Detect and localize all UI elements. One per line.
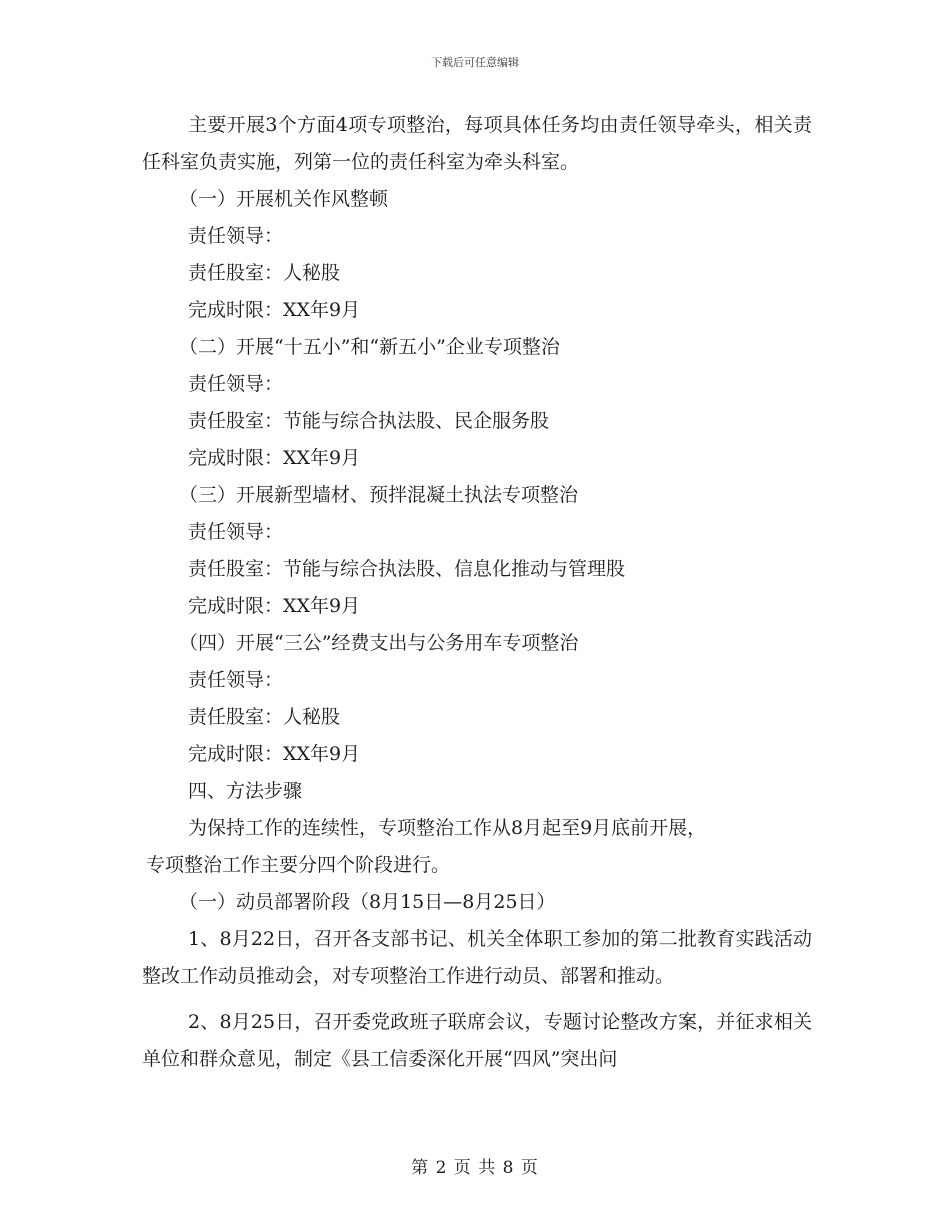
paragraph-gap xyxy=(142,995,812,1004)
responsible-leader: 责任领导： xyxy=(188,669,284,691)
section-3 xyxy=(142,477,812,625)
responsible-office: 责任股室：人秘股 xyxy=(188,706,341,728)
section-title: （二）开展“十五小”和“新五小”企业专项整治 xyxy=(179,336,560,358)
deadline: 完成时限：XX年9月 xyxy=(188,447,361,469)
section-4 xyxy=(142,625,812,773)
section-title: （三）开展新型墙材、预拌混凝土执法专项整治 xyxy=(179,484,579,506)
responsible-office: 责任股室：节能与综合执法股、信息化推动与管理股 xyxy=(188,558,626,580)
responsible-leader: 责任领导： xyxy=(188,521,284,543)
deadline: 完成时限：XX年9月 xyxy=(188,299,361,321)
responsible-office: 责任股室：节能与综合执法股、民企服务股 xyxy=(188,410,550,432)
page-header: 下载后可任意编辑 xyxy=(431,56,519,69)
page-number: 第 2 页 共 8 页 xyxy=(411,1158,539,1178)
responsible-office: 责任股室：人秘股 xyxy=(188,262,341,284)
responsible-leader: 责任领导： xyxy=(188,373,284,395)
step-1-paragraph: 1、8月22日，召开各支部书记、机关全体职工参加的第二批教育实践活动整改工作动员推动会，对专项整治工作进行动员、部署和推动。 xyxy=(142,928,812,987)
phase-1-title: （一）动员部署阶段（8月15日—8月25日） xyxy=(179,891,556,913)
deadline: 完成时限：XX年9月 xyxy=(188,595,361,617)
deadline: 完成时限：XX年9月 xyxy=(188,743,361,765)
section-1 xyxy=(142,181,812,329)
step-2-paragraph: 2、8月25日，召开委党政班子联席会议，专题讨论整改方案，并征求相关单位和群众意见，制定《县工信委深化开展“四风”突出问 xyxy=(142,1011,812,1070)
methods-line-1: 为保持工作的连续性，专项整治工作从8月起至9月底前开展， xyxy=(188,817,707,839)
section-title: （四）开展“三公”经费支出与公务用车专项整治 xyxy=(179,632,579,654)
intro-paragraph: 主要开展3个方面4项专项整治，每项具体任务均由责任领导牵头，相关责任科室负责实施，列第一位的责任科室为牵头科室。 xyxy=(142,114,812,173)
section-title: （一）开展机关作风整顿 xyxy=(179,188,389,210)
document-body xyxy=(142,107,812,1078)
section-2 xyxy=(142,329,812,477)
responsible-leader: 责任领导： xyxy=(188,225,284,247)
methods-heading: 四、方法步骤 xyxy=(188,780,303,802)
methods-line-2: 专项整治工作主要分四个阶段进行。 xyxy=(146,854,451,876)
